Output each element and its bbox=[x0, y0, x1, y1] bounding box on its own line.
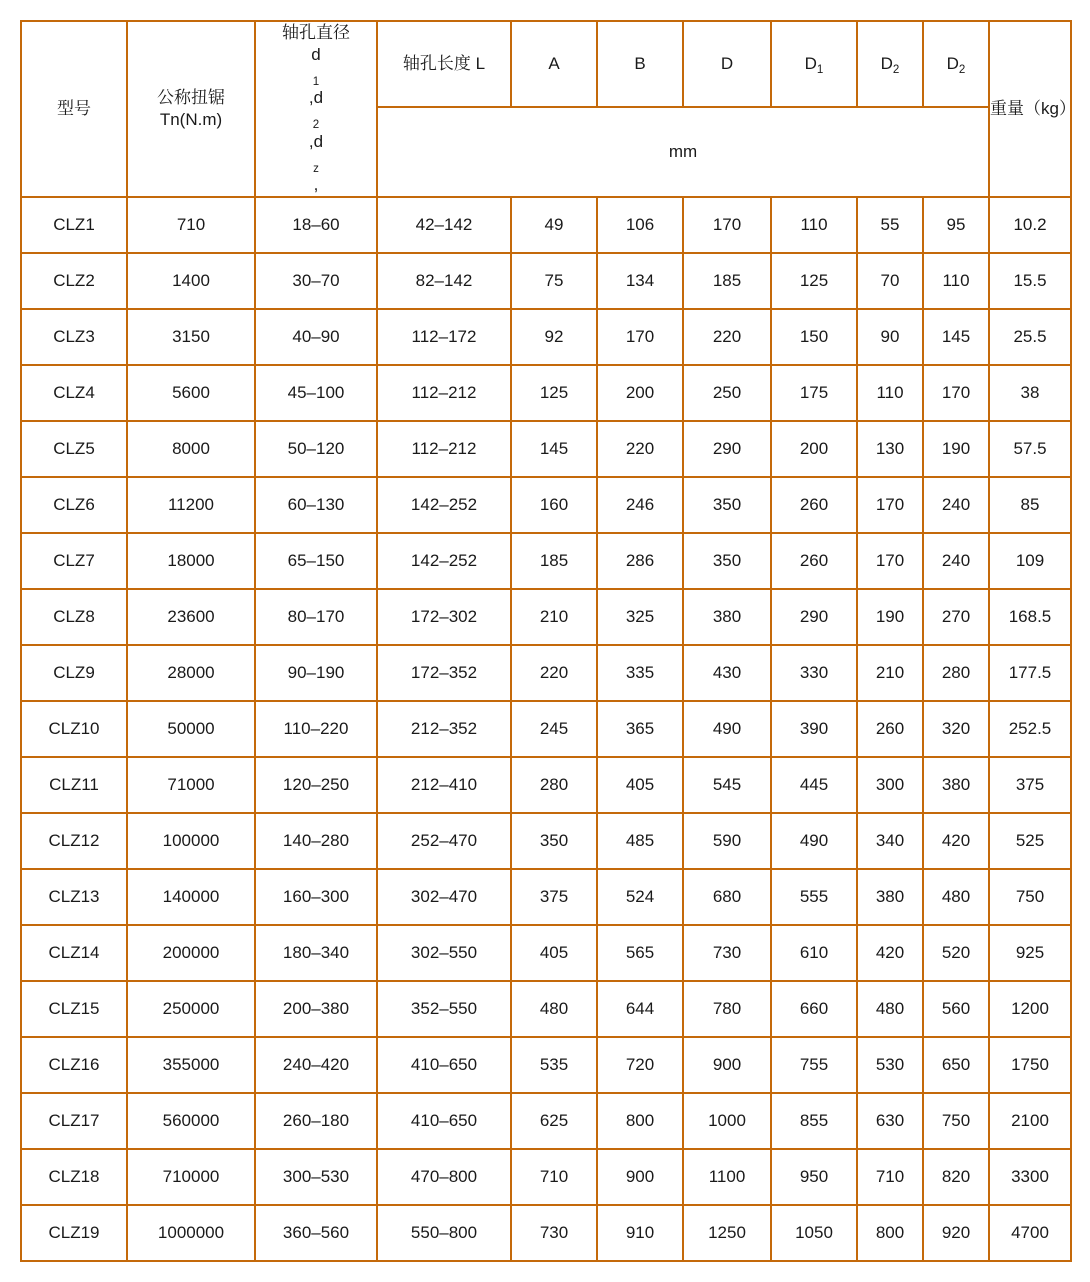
cell-d1: 755 bbox=[771, 1037, 857, 1093]
table-row bbox=[21, 197, 1071, 253]
cell-weight: 375 bbox=[989, 757, 1071, 813]
cell-bore-diameter: 90–190 bbox=[255, 645, 377, 701]
cell-d: 430 bbox=[683, 645, 771, 701]
cell-b: 900 bbox=[597, 1149, 683, 1205]
cell-d1: 260 bbox=[771, 533, 857, 589]
cell-weight: 525 bbox=[989, 813, 1071, 869]
cell-model: CLZ8 bbox=[21, 589, 127, 645]
cell-model: CLZ5 bbox=[21, 421, 127, 477]
cell-b: 220 bbox=[597, 421, 683, 477]
cell-weight: 1750 bbox=[989, 1037, 1071, 1093]
cell-d2-first: 420 bbox=[857, 925, 923, 981]
cell-bore-length: 112–212 bbox=[377, 365, 511, 421]
cell-d2-second: 820 bbox=[923, 1149, 989, 1205]
cell-bore-diameter: 300–530 bbox=[255, 1149, 377, 1205]
cell-b: 910 bbox=[597, 1205, 683, 1261]
cell-nominal-torque: 140000 bbox=[127, 869, 255, 925]
column-header-b: B bbox=[597, 21, 683, 107]
cell-d1: 110 bbox=[771, 197, 857, 253]
cell-d: 220 bbox=[683, 309, 771, 365]
cell-d: 590 bbox=[683, 813, 771, 869]
cell-d2-first: 300 bbox=[857, 757, 923, 813]
cell-d1: 610 bbox=[771, 925, 857, 981]
cell-nominal-torque: 1000000 bbox=[127, 1205, 255, 1261]
cell-bore-length: 470–800 bbox=[377, 1149, 511, 1205]
cell-a: 125 bbox=[511, 365, 597, 421]
cell-b: 325 bbox=[597, 589, 683, 645]
table-row bbox=[21, 365, 1071, 421]
cell-weight: 925 bbox=[989, 925, 1071, 981]
cell-bore-diameter: 60–130 bbox=[255, 477, 377, 533]
bore-d-3: ,d bbox=[308, 131, 324, 151]
cell-a: 710 bbox=[511, 1149, 597, 1205]
column-header-bore-length: 轴孔长度 L bbox=[377, 21, 511, 107]
table-row bbox=[21, 813, 1071, 869]
column-header-bore-diameter-cn: 轴孔直径 bbox=[282, 23, 350, 42]
cell-a: 92 bbox=[511, 309, 597, 365]
cell-d2-second: 95 bbox=[923, 197, 989, 253]
cell-model: CLZ15 bbox=[21, 981, 127, 1037]
d1-sub: 1 bbox=[816, 63, 824, 76]
cell-d: 170 bbox=[683, 197, 771, 253]
cell-d2-second: 650 bbox=[923, 1037, 989, 1093]
cell-model: CLZ4 bbox=[21, 365, 127, 421]
cell-bore-diameter: 160–300 bbox=[255, 869, 377, 925]
column-header-d1 bbox=[771, 21, 857, 107]
cell-a: 480 bbox=[511, 981, 597, 1037]
cell-a: 350 bbox=[511, 813, 597, 869]
cell-d2-second: 240 bbox=[923, 533, 989, 589]
cell-d1: 330 bbox=[771, 645, 857, 701]
cell-weight: 168.5 bbox=[989, 589, 1071, 645]
cell-bore-diameter: 18–60 bbox=[255, 197, 377, 253]
cell-b: 286 bbox=[597, 533, 683, 589]
cell-b: 200 bbox=[597, 365, 683, 421]
cell-d1: 175 bbox=[771, 365, 857, 421]
table-row bbox=[21, 533, 1071, 589]
table-row bbox=[21, 981, 1071, 1037]
column-header-a: A bbox=[511, 21, 597, 107]
cell-d: 350 bbox=[683, 533, 771, 589]
cell-d1: 490 bbox=[771, 813, 857, 869]
cell-a: 535 bbox=[511, 1037, 597, 1093]
cell-model: CLZ7 bbox=[21, 533, 127, 589]
cell-bore-length: 410–650 bbox=[377, 1093, 511, 1149]
cell-bore-length: 172–302 bbox=[377, 589, 511, 645]
bore-d-1: d bbox=[311, 44, 321, 64]
table-row bbox=[21, 757, 1071, 813]
cell-d2-second: 320 bbox=[923, 701, 989, 757]
cell-d1: 1050 bbox=[771, 1205, 857, 1261]
cell-b: 365 bbox=[597, 701, 683, 757]
column-header-bore-diameter-symbols bbox=[256, 44, 376, 196]
cell-d2-first: 90 bbox=[857, 309, 923, 365]
table-row bbox=[21, 1093, 1071, 1149]
column-header-bore-diameter bbox=[255, 21, 377, 197]
cell-bore-length: 352–550 bbox=[377, 981, 511, 1037]
cell-b: 405 bbox=[597, 757, 683, 813]
cell-b: 485 bbox=[597, 813, 683, 869]
cell-weight: 1200 bbox=[989, 981, 1071, 1037]
cell-bore-diameter: 200–380 bbox=[255, 981, 377, 1037]
cell-nominal-torque: 710 bbox=[127, 197, 255, 253]
header-row-primary bbox=[21, 21, 1071, 107]
cell-d: 490 bbox=[683, 701, 771, 757]
cell-d1: 260 bbox=[771, 477, 857, 533]
cell-nominal-torque: 71000 bbox=[127, 757, 255, 813]
cell-a: 185 bbox=[511, 533, 597, 589]
cell-bore-length: 410–650 bbox=[377, 1037, 511, 1093]
cell-a: 160 bbox=[511, 477, 597, 533]
cell-d2-second: 750 bbox=[923, 1093, 989, 1149]
cell-a: 220 bbox=[511, 645, 597, 701]
cell-d2-first: 170 bbox=[857, 533, 923, 589]
cell-d2-second: 270 bbox=[923, 589, 989, 645]
cell-a: 405 bbox=[511, 925, 597, 981]
cell-d2-second: 920 bbox=[923, 1205, 989, 1261]
cell-d2-second: 145 bbox=[923, 309, 989, 365]
cell-d2-second: 190 bbox=[923, 421, 989, 477]
cell-d2-second: 280 bbox=[923, 645, 989, 701]
cell-d1: 445 bbox=[771, 757, 857, 813]
cell-d2-first: 70 bbox=[857, 253, 923, 309]
column-header-model: 型号 bbox=[21, 21, 127, 197]
d2a-base: D bbox=[880, 54, 893, 74]
bore-trailing-comma: , bbox=[313, 175, 319, 195]
table-row bbox=[21, 1149, 1071, 1205]
cell-bore-diameter: 45–100 bbox=[255, 365, 377, 421]
table-body bbox=[21, 197, 1071, 1261]
cell-bore-diameter: 80–170 bbox=[255, 589, 377, 645]
cell-d2-first: 630 bbox=[857, 1093, 923, 1149]
cell-nominal-torque: 560000 bbox=[127, 1093, 255, 1149]
cell-bore-length: 172–352 bbox=[377, 645, 511, 701]
cell-model: CLZ16 bbox=[21, 1037, 127, 1093]
cell-b: 134 bbox=[597, 253, 683, 309]
cell-b: 524 bbox=[597, 869, 683, 925]
cell-d2-second: 380 bbox=[923, 757, 989, 813]
column-header-d2-second bbox=[923, 21, 989, 107]
cell-d2-first: 130 bbox=[857, 421, 923, 477]
cell-bore-length: 142–252 bbox=[377, 477, 511, 533]
cell-d: 680 bbox=[683, 869, 771, 925]
cell-a: 375 bbox=[511, 869, 597, 925]
unit-row-mm: mm bbox=[377, 107, 989, 197]
cell-bore-diameter: 360–560 bbox=[255, 1205, 377, 1261]
cell-a: 280 bbox=[511, 757, 597, 813]
cell-d2-first: 380 bbox=[857, 869, 923, 925]
column-header-weight: 重量（kg） bbox=[989, 21, 1071, 197]
cell-model: CLZ13 bbox=[21, 869, 127, 925]
cell-a: 730 bbox=[511, 1205, 597, 1261]
cell-bore-diameter: 180–340 bbox=[255, 925, 377, 981]
cell-weight: 3300 bbox=[989, 1149, 1071, 1205]
table-row bbox=[21, 1037, 1071, 1093]
table-row bbox=[21, 645, 1071, 701]
cell-d2-second: 520 bbox=[923, 925, 989, 981]
cell-a: 245 bbox=[511, 701, 597, 757]
cell-d1: 150 bbox=[771, 309, 857, 365]
cell-b: 644 bbox=[597, 981, 683, 1037]
cell-weight: 4700 bbox=[989, 1205, 1071, 1261]
cell-d: 900 bbox=[683, 1037, 771, 1093]
column-header-nominal-torque-cn: 公称扭锯 bbox=[157, 88, 225, 108]
cell-d2-second: 480 bbox=[923, 869, 989, 925]
cell-nominal-torque: 18000 bbox=[127, 533, 255, 589]
cell-nominal-torque: 200000 bbox=[127, 925, 255, 981]
cell-bore-length: 302–550 bbox=[377, 925, 511, 981]
cell-bore-length: 212–352 bbox=[377, 701, 511, 757]
cell-d2-second: 420 bbox=[923, 813, 989, 869]
cell-nominal-torque: 355000 bbox=[127, 1037, 255, 1093]
cell-weight: 15.5 bbox=[989, 253, 1071, 309]
cell-bore-diameter: 240–420 bbox=[255, 1037, 377, 1093]
cell-d: 545 bbox=[683, 757, 771, 813]
cell-d2-first: 170 bbox=[857, 477, 923, 533]
cell-b: 170 bbox=[597, 309, 683, 365]
cell-d2-second: 110 bbox=[923, 253, 989, 309]
cell-d: 1100 bbox=[683, 1149, 771, 1205]
cell-weight: 38 bbox=[989, 365, 1071, 421]
cell-d1: 950 bbox=[771, 1149, 857, 1205]
cell-d2-first: 800 bbox=[857, 1205, 923, 1261]
table-header bbox=[21, 21, 1076, 197]
cell-d: 780 bbox=[683, 981, 771, 1037]
cell-model: CLZ2 bbox=[21, 253, 127, 309]
cell-d2-second: 170 bbox=[923, 365, 989, 421]
cell-model: CLZ9 bbox=[21, 645, 127, 701]
cell-d: 290 bbox=[683, 421, 771, 477]
cell-bore-diameter: 30–70 bbox=[255, 253, 377, 309]
bore-sub-1: 1 bbox=[312, 75, 320, 88]
cell-d: 350 bbox=[683, 477, 771, 533]
cell-model: CLZ14 bbox=[21, 925, 127, 981]
cell-b: 800 bbox=[597, 1093, 683, 1149]
cell-d2-first: 55 bbox=[857, 197, 923, 253]
cell-bore-length: 82–142 bbox=[377, 253, 511, 309]
column-header-nominal-torque-unit: Tn(N.m) bbox=[159, 110, 223, 129]
table-row bbox=[21, 253, 1071, 309]
coupling-specification-table bbox=[20, 20, 1076, 1262]
column-header-d2-first bbox=[857, 21, 923, 107]
cell-a: 75 bbox=[511, 253, 597, 309]
cell-weight: 25.5 bbox=[989, 309, 1071, 365]
cell-b: 720 bbox=[597, 1037, 683, 1093]
cell-d2-first: 530 bbox=[857, 1037, 923, 1093]
cell-b: 246 bbox=[597, 477, 683, 533]
cell-model: CLZ10 bbox=[21, 701, 127, 757]
cell-bore-length: 112–212 bbox=[377, 421, 511, 477]
cell-weight: 85 bbox=[989, 477, 1071, 533]
cell-nominal-torque: 5600 bbox=[127, 365, 255, 421]
table-row bbox=[21, 477, 1071, 533]
cell-bore-length: 550–800 bbox=[377, 1205, 511, 1261]
d2a-sub: 2 bbox=[892, 63, 900, 76]
cell-weight: 177.5 bbox=[989, 645, 1071, 701]
table-row bbox=[21, 925, 1071, 981]
table-row bbox=[21, 309, 1071, 365]
cell-model: CLZ1 bbox=[21, 197, 127, 253]
cell-a: 49 bbox=[511, 197, 597, 253]
cell-d1: 855 bbox=[771, 1093, 857, 1149]
bore-sub-z: z bbox=[313, 162, 319, 175]
cell-nominal-torque: 50000 bbox=[127, 701, 255, 757]
cell-d1: 390 bbox=[771, 701, 857, 757]
cell-d2-first: 340 bbox=[857, 813, 923, 869]
cell-bore-diameter: 65–150 bbox=[255, 533, 377, 589]
column-header-d: D bbox=[683, 21, 771, 107]
cell-bore-diameter: 50–120 bbox=[255, 421, 377, 477]
cell-nominal-torque: 250000 bbox=[127, 981, 255, 1037]
cell-model: CLZ6 bbox=[21, 477, 127, 533]
cell-nominal-torque: 11200 bbox=[127, 477, 255, 533]
cell-nominal-torque: 8000 bbox=[127, 421, 255, 477]
cell-d1: 200 bbox=[771, 421, 857, 477]
cell-d: 250 bbox=[683, 365, 771, 421]
cell-d: 1000 bbox=[683, 1093, 771, 1149]
cell-model: CLZ12 bbox=[21, 813, 127, 869]
table-row bbox=[21, 869, 1071, 925]
cell-d2-second: 240 bbox=[923, 477, 989, 533]
table-row bbox=[21, 701, 1071, 757]
cell-nominal-torque: 100000 bbox=[127, 813, 255, 869]
cell-bore-diameter: 40–90 bbox=[255, 309, 377, 365]
cell-model: CLZ18 bbox=[21, 1149, 127, 1205]
table-row bbox=[21, 589, 1071, 645]
cell-d2-first: 110 bbox=[857, 365, 923, 421]
cell-bore-length: 142–252 bbox=[377, 533, 511, 589]
bore-sub-2: 2 bbox=[312, 119, 320, 132]
cell-a: 145 bbox=[511, 421, 597, 477]
cell-nominal-torque: 28000 bbox=[127, 645, 255, 701]
cell-a: 625 bbox=[511, 1093, 597, 1149]
cell-a: 210 bbox=[511, 589, 597, 645]
cell-bore-diameter: 260–180 bbox=[255, 1093, 377, 1149]
cell-d1: 290 bbox=[771, 589, 857, 645]
cell-bore-length: 302–470 bbox=[377, 869, 511, 925]
cell-bore-diameter: 140–280 bbox=[255, 813, 377, 869]
cell-bore-length: 212–410 bbox=[377, 757, 511, 813]
cell-weight: 57.5 bbox=[989, 421, 1071, 477]
cell-d2-first: 480 bbox=[857, 981, 923, 1037]
cell-weight: 10.2 bbox=[989, 197, 1071, 253]
cell-weight: 252.5 bbox=[989, 701, 1071, 757]
cell-d2-first: 210 bbox=[857, 645, 923, 701]
cell-b: 565 bbox=[597, 925, 683, 981]
column-header-nominal-torque bbox=[127, 21, 255, 197]
d2b-sub: 2 bbox=[958, 63, 966, 76]
cell-weight: 109 bbox=[989, 533, 1071, 589]
d2b-base: D bbox=[946, 54, 959, 74]
cell-d1: 660 bbox=[771, 981, 857, 1037]
cell-b: 335 bbox=[597, 645, 683, 701]
cell-d2-first: 260 bbox=[857, 701, 923, 757]
d1-base: D bbox=[804, 54, 817, 74]
cell-d: 185 bbox=[683, 253, 771, 309]
cell-d: 1250 bbox=[683, 1205, 771, 1261]
cell-b: 106 bbox=[597, 197, 683, 253]
cell-model: CLZ11 bbox=[21, 757, 127, 813]
cell-nominal-torque: 1400 bbox=[127, 253, 255, 309]
cell-d2-first: 710 bbox=[857, 1149, 923, 1205]
table-row bbox=[21, 421, 1071, 477]
cell-model: CLZ17 bbox=[21, 1093, 127, 1149]
cell-d1: 555 bbox=[771, 869, 857, 925]
cell-weight: 2100 bbox=[989, 1093, 1071, 1149]
cell-weight: 750 bbox=[989, 869, 1071, 925]
cell-nominal-torque: 3150 bbox=[127, 309, 255, 365]
cell-d2-first: 190 bbox=[857, 589, 923, 645]
cell-d1: 125 bbox=[771, 253, 857, 309]
cell-d2-second: 560 bbox=[923, 981, 989, 1037]
cell-nominal-torque: 23600 bbox=[127, 589, 255, 645]
cell-model: CLZ3 bbox=[21, 309, 127, 365]
cell-bore-diameter: 120–250 bbox=[255, 757, 377, 813]
cell-nominal-torque: 710000 bbox=[127, 1149, 255, 1205]
cell-model: CLZ19 bbox=[21, 1205, 127, 1261]
cell-bore-length: 42–142 bbox=[377, 197, 511, 253]
cell-bore-length: 252–470 bbox=[377, 813, 511, 869]
bore-d-2: ,d bbox=[308, 88, 324, 108]
cell-d: 730 bbox=[683, 925, 771, 981]
cell-bore-length: 112–172 bbox=[377, 309, 511, 365]
table-row bbox=[21, 1205, 1071, 1261]
cell-bore-diameter: 110–220 bbox=[255, 701, 377, 757]
cell-d: 380 bbox=[683, 589, 771, 645]
